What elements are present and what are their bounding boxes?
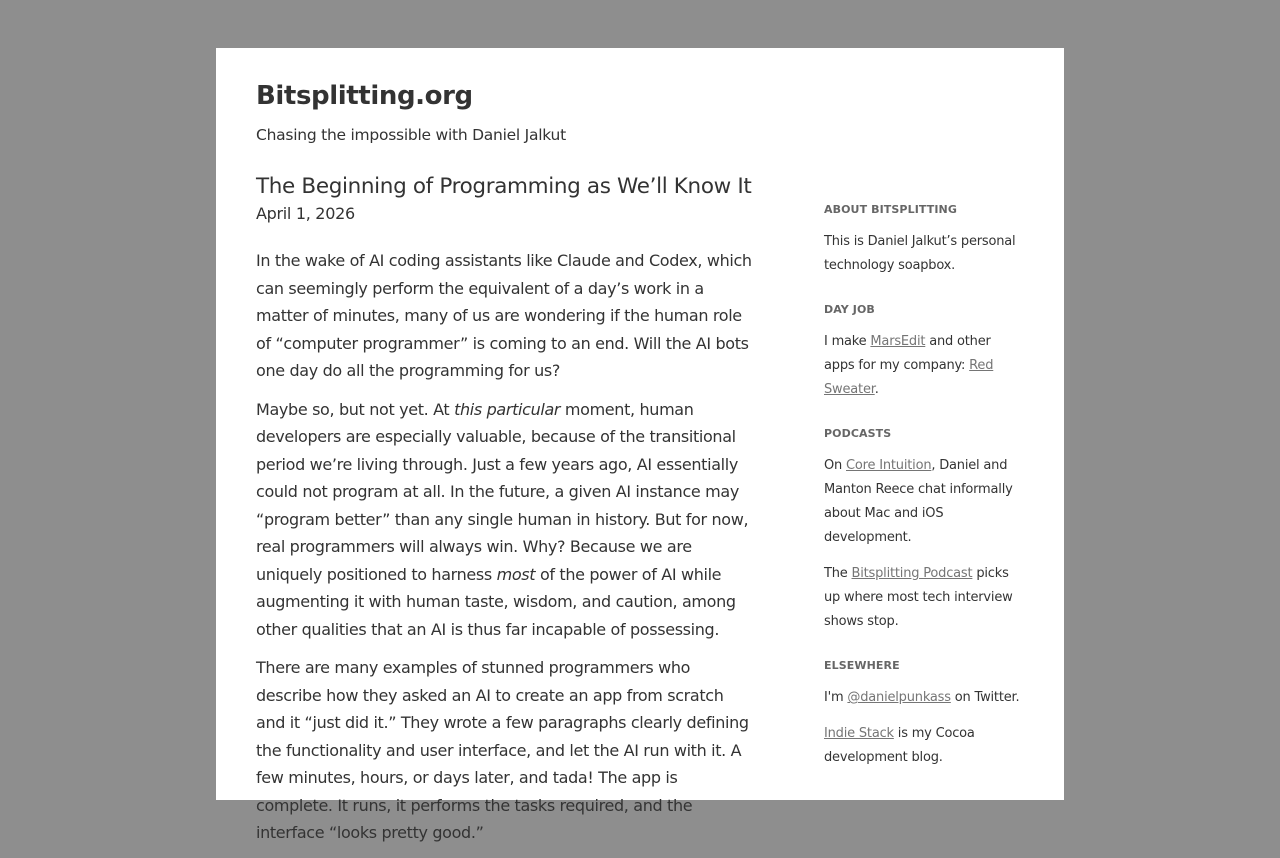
widget-podcasts-text-2 [824,562,1024,634]
widget-day-job-text [824,330,1024,402]
widget-elsewhere [824,658,1024,770]
marsedit-link[interactable]: MarsEdit [870,334,926,349]
post-paragraph-3: There are many examples of stunned programmers who describe how they asked an AI to create an app from scratch and it “just did it.” They wrote a few paragraphs clearly defining the functionality and user interface, and let the AI run with it. A few minutes, hours, or days later, and tada! The app is complete. It runs, it performs the tasks required, and the interface “looks pretty good.” [256,658,749,842]
widget-elsewhere-text-1 [824,686,1024,710]
widget-elsewhere-title: ELSEWHERE [824,659,900,672]
twitter-link[interactable]: @danielpunkass [847,690,951,705]
podcasts-text-d: picks up where most tech interview shows stop. [824,566,1013,629]
day-job-text-b: and other apps for my company: [824,334,991,373]
elsewhere-text-b: on Twitter. [950,690,1020,705]
widget-day-job [824,302,1024,402]
post-paragraph-2 [256,396,756,644]
bitsplitting-podcast-link[interactable]: Bitsplitting Podcast [851,566,973,581]
podcasts-text-b: , Daniel and Manton Reece chat informally about Mac and iOS development. [824,458,1013,545]
podcasts-text-a: On [824,458,847,473]
site-title[interactable]: Bitsplitting.org [256,81,473,111]
widget-podcasts [824,426,1024,634]
core-intuition-link[interactable]: Core Intuition [846,458,932,473]
post-paragraph-2-emphasis-b: most [496,564,536,584]
widget-elsewhere-text-2 [824,722,1024,770]
post-paragraph-1: In the wake of AI coding assistants like Claude and Codex, which can seemingly perform the equivalent of a day’s work in a matter of minutes, many of us are wondering if the human role of “computer programmer” is coming to an end. Will the AI bots one day do all the programming for us? [256,251,752,380]
post-body [256,247,756,847]
post-paragraph-2-text-a: Maybe so, but not yet. At [256,399,455,419]
post-paragraph-2-emphasis-a: this particular [454,399,561,419]
site-tagline: Chasing the impossible with Daniel Jalkut [256,126,566,144]
widget-podcasts-title: PODCASTS [824,427,892,440]
post-content [256,173,756,858]
post-date: April 1, 2026 [256,204,355,223]
day-job-text-c: . [874,382,879,397]
widget-day-job-title: DAY JOB [824,303,875,316]
elsewhere-text-a: I'm [824,690,848,705]
post-title[interactable]: The Beginning of Programming as We’ll Know It [256,174,752,199]
red-sweater-link[interactable]: Red Sweater [824,358,994,397]
elsewhere-text-c: is my Cocoa development blog. [824,726,975,765]
indie-stack-link[interactable]: Indie Stack [824,726,894,741]
sidebar [824,202,1024,794]
widget-about [824,202,1024,278]
widget-about-title: ABOUT BITSPLITTING [824,203,957,216]
widget-podcasts-text-1 [824,454,1024,550]
post-paragraph-2-text-c: of the power of AI while augmenting it with human taste, wisdom, and caution, among other qualities that an AI is thus far incapable of possessing. [256,564,736,639]
podcasts-text-c: The [824,566,852,581]
widget-about-text: This is Daniel Jalkut’s personal technology soapbox. [824,234,1016,273]
page-container [216,48,1064,842]
post-paragraph-2-text-b: moment, human developers are especially valuable, because of the transitional period we’re living through. Just a few years ago, AI essentially could not program at all. In the future, a given AI instance may “program better” than any single human in history. But for now, real programmers will always win. Why? Because we are uniquely positioned to harness [256,399,749,584]
day-job-text-a: I make [824,334,871,349]
